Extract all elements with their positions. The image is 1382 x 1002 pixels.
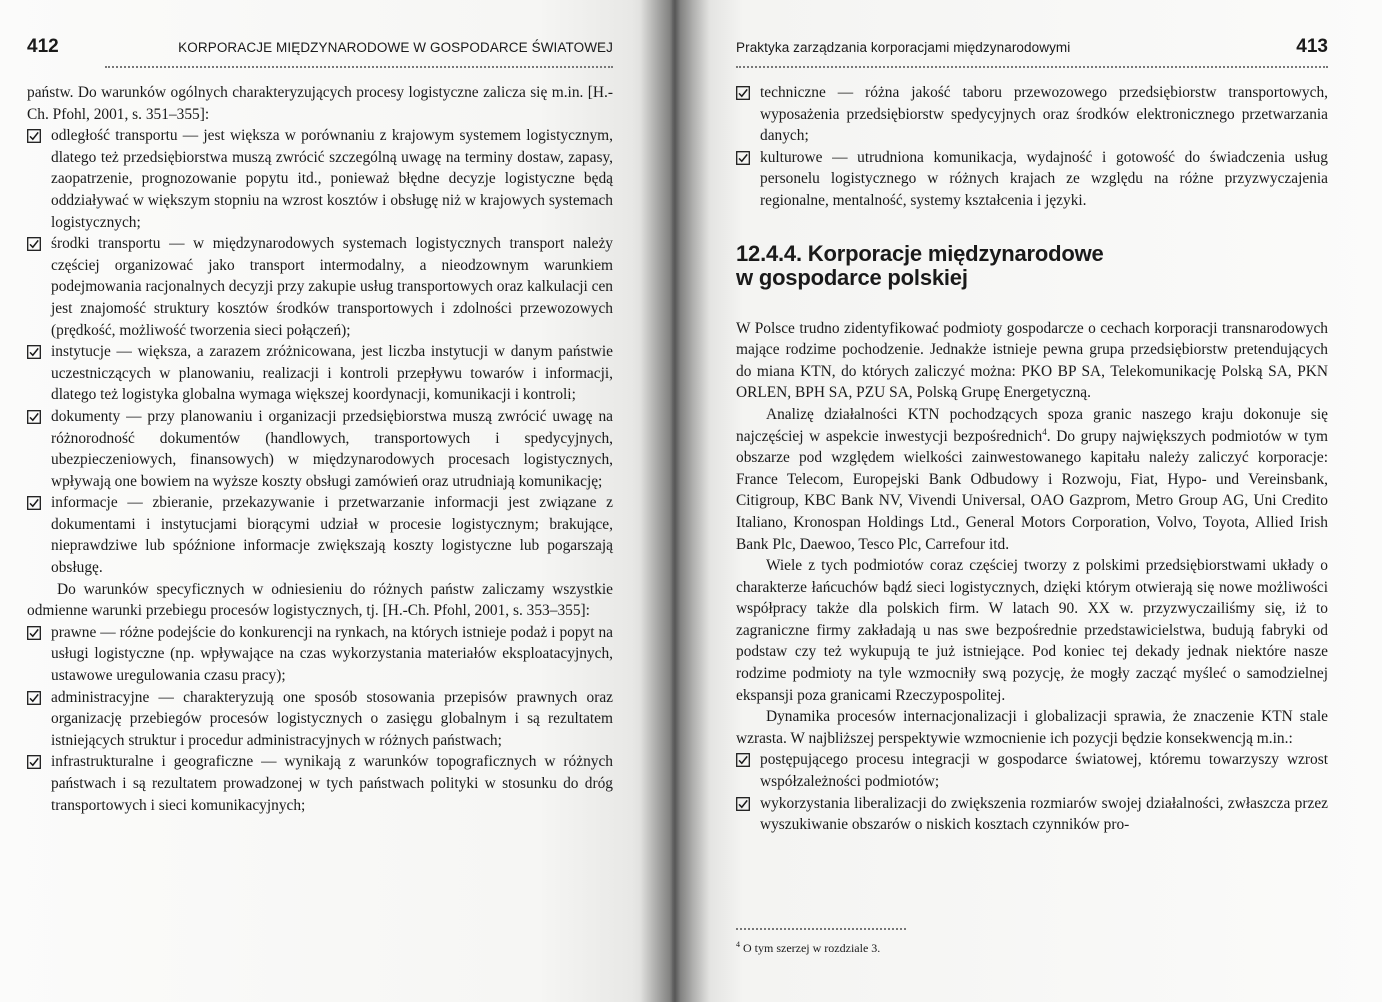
list-item-text: odległość transportu — jest większa w porównaniu z krajowym systemem logistycznym, dlatego też przedsiębiorstwa muszą zwrócić szczególną uwagę na terminy dostaw, zapasy, zaopatrzenie, prognozowanie popytu itd., ponieważ błędne decyzje logistyczne będą oddziaływać w większym stopniu na wzrost kosztów i obsługę niż w krajowych systemach logistycznych; — [51, 127, 613, 231]
checkbox-icon — [736, 753, 750, 767]
section-heading-line-2: w gospodarce polskiej — [736, 264, 968, 290]
list-item-text: kulturowe — utrudniona komunikacja, wydajność i gotowość do świadczenia usług personelu logistycznego w różnych krajach ze względu na różne przyzwyczajenia regionalne, mentalność, systemy kształcenia i języki. — [760, 148, 1328, 209]
section-heading-line-1: 12.4.4. Korporacje międzynarodowe — [736, 240, 1104, 266]
list-item-text: techniczne — różna jakość taboru przewozowego przedsiębiorstw transportowych, wyposażenia przedsiębiorstw spedycyjnych oraz środków elektronicznego przetwarzania danych; — [760, 84, 1328, 145]
footnote — [736, 940, 880, 956]
paragraph-foreign-investment — [736, 404, 1328, 555]
footnote-reference: 4 — [1042, 426, 1047, 437]
right-page — [672, 0, 1382, 1002]
list-item — [736, 82, 1328, 147]
section-heading — [736, 242, 1328, 290]
book-gutter-shadow — [640, 0, 710, 1002]
checkbox-icon — [27, 345, 41, 359]
general-conditions-list — [27, 125, 613, 578]
paragraph-text: Analizę działalności KTN pochodzących spoza granic naszego kraju dokonuje się najczęściej w aspekcie inwestycji bezpośrednich — [736, 405, 1328, 445]
footnote-mark: 4 — [736, 940, 740, 949]
checkbox-icon — [27, 129, 41, 143]
right-running-title: Praktyka zarządzania korporacjami międzynarodowymi — [736, 40, 1071, 55]
checkbox-icon — [27, 237, 41, 251]
footnote-separator — [736, 928, 906, 930]
list-item-text: informacje — zbieranie, przekazywanie i przetwarzanie informacji jest związane z dokumentami i instytucjami biorącymi udział w procesie logistycznym; brakujące, nieprawdziwe lub spóźnione informacje zwiększają koszty logistyczne lub pogarszają obsługę. — [51, 494, 613, 577]
right-text-column — [736, 82, 1328, 836]
checkbox-icon — [736, 797, 750, 811]
checkbox-icon — [736, 86, 750, 100]
left-page-number: 412 — [27, 36, 59, 57]
checkbox-icon — [27, 755, 41, 769]
checkbox-icon — [27, 691, 41, 705]
paragraph-dynamics: Dynamika procesów internacjonalizacji i globalizacji sprawia, że znaczenie KTN stale wzrasta. W najbliższej perspektywie wzmocnienie ich pozycji będzie konsekwencją m.in.: — [736, 708, 1328, 747]
paragraph-polish-corporations: W Polsce trudno zidentyfikować podmioty gospodarcze o cechach korporacji transnarodowych mające rodzime pochodzenie. Jednakże istnieje pewna grupa przedsiębiorstw pretendujących do miana KTN, do których zaliczyć można: PKO BP SA, Telekomunikację Polską SA, PKN ORLEN, BPH SA, PZU SA, Polską Grupę Energetyczną. — [736, 319, 1328, 402]
list-item — [27, 406, 613, 492]
paragraph-logistics-networks: Wiele z tych podmiotów coraz częściej tworzy z polskimi przedsiębiorstwami układy o charakterze łańcuchów bądź sieci logistycznych, dzięki którym otwierają się nowe możliwości współpracy także dla polskich firm. W latach 90. XX w. przyzwyczailiśmy się, iż to zagraniczne firmy zakładają u nas swe bezpośrednie przedstawicielstwa, budują fabryki od podstaw czy też wykupują te już istniejące. Pod koniec tej dekady jednak niektóre nasze rodzime podmioty na tyle wzmocniły swą pozycję, że mogły zacząć myśleć o samodzielnej ekspansji poza granicami Rzeczypospolitej. — [736, 557, 1328, 704]
right-running-head — [736, 36, 1328, 58]
list-item — [27, 687, 613, 752]
left-page — [0, 0, 672, 1002]
left-running-title: KORPORACJE MIĘDZYNARODOWE W GOSPODARCE ŚWIATOWEJ — [178, 40, 613, 55]
checkbox-icon — [27, 410, 41, 424]
left-header-rule — [105, 66, 613, 68]
list-item-text: postępującego procesu integracji w gospodarce światowej, któremu towarzyszy wzrost współzależności podmiotów; — [760, 751, 1328, 791]
list-item — [27, 492, 613, 578]
footnote-text: O tym szerzej w rozdziale 3. — [743, 941, 881, 955]
list-item — [736, 147, 1328, 212]
right-page-number: 413 — [1296, 36, 1328, 57]
left-intro-paragraph: państw. Do warunków ogólnych charakteryzujących procesy logistyczne zalicza się m.in. [H.-Ch. Pfohl, 2001, s. 351–355]: — [27, 84, 613, 123]
list-item-text: środki transportu — w międzynarodowych systemach logistycznych transport należy częściej organizować jako transport intermodalny, a nieodzownym warunkiem podejmowania racjonalnych decyzji przy zakupie usług transportowych oraz kalkulacji cen jest znajomość struktury kosztów środków transportowych i zdolności przewozowych (prędkość, możliwość tworzenia sieci połączeń); — [51, 235, 613, 339]
consequences-list — [736, 749, 1328, 835]
specific-conditions-paragraph: Do warunków specyficznych w odniesieniu do różnych państw zaliczamy wszystkie odmienne warunki przebiegu procesów logistycznych, tj. [H.-Ch. Pfohl, 2001, s. 353–355]: — [27, 580, 613, 620]
list-item — [27, 622, 613, 687]
paragraph-text: . Do grupy największych podmiotów w tym obszarze pod względem wielkości zainwestowanego kapitału należy zaliczyć korporacje: France Telecom, Europejski Bank Odbudowy i Rozwoju, Fiat, Hypo- und Vereinsbank, Citigroup, KBC Bank NV, Vivendi Universal, OAO Gazprom, Metro Group AG, Uni Credito Italiano, Kronospan Holdings Ltd., General Motors Corporation, Volvo, Toyota, Allied Irish Bank Plc, Daewoo, Tesco Plc, Carrefour itd. — [736, 427, 1328, 553]
list-item — [27, 233, 613, 341]
list-item — [27, 125, 613, 233]
left-text-column — [27, 82, 613, 816]
checkbox-icon — [27, 496, 41, 510]
checkbox-icon — [736, 151, 750, 165]
list-item-text: wykorzystania liberalizacji do zwiększenia rozmiarów swojej działalności, zwłaszcza przez wyszukiwanie obszarów o niskich kosztach czynników pro- — [760, 794, 1328, 834]
specific-conditions-list — [27, 622, 613, 816]
right-header-rule — [736, 66, 1328, 68]
list-item — [27, 341, 613, 406]
list-item-text: instytucje — większa, a zarazem zróżnicowana, jest liczba instytucji w danym państwie uczestniczących w planowaniu, realizacji i kontroli przepływu towarów i informacji, dlatego też logistyka globalna wymaga większej koordynacji, komunikacji i kontroli; — [51, 343, 613, 404]
list-item-text: dokumenty — przy planowaniu i organizacji przedsiębiorstwa muszą zwrócić uwagę na różnorodność dokumentów (handlowych, transportowych i spedycyjnych, ubezpieczeniowych, finansowych) w międzynarodowych procesach logistycznych, wpływają one bowiem na wyższe koszty obsługi zamówień oraz utrudniają komunikację; — [51, 407, 613, 490]
continued-conditions-list — [736, 82, 1328, 212]
list-item-text: prawne — różne podejście do konkurencji na rynkach, na których istnieje podaż i popyt na usługi logistyczne (np. wpływające na czas wykorzystania materiałów eksploatacyjnych, ustawowe uregulowania czasu pracy); — [51, 623, 613, 685]
left-running-head — [27, 36, 613, 58]
list-item-text: infrastrukturalne i geograficzne — wynikają z warunków topograficznych w różnych państwach i są rezultatem prowadzonej w tych państwach polityki w stosunku do dróg transportowych i sieci komunikacyjnych; — [51, 753, 613, 814]
checkbox-icon — [27, 626, 41, 640]
list-item — [27, 751, 613, 816]
list-item — [736, 749, 1328, 792]
list-item-text: administracyjne — charakteryzują one sposób stosowania przepisów prawnych oraz organizację przebiegów procesów logistycznych o zasięgu globalnym i są rezultatem istniejących struktur i procedur administracyjnych w różnych państwach; — [51, 688, 613, 749]
list-item — [736, 793, 1328, 836]
